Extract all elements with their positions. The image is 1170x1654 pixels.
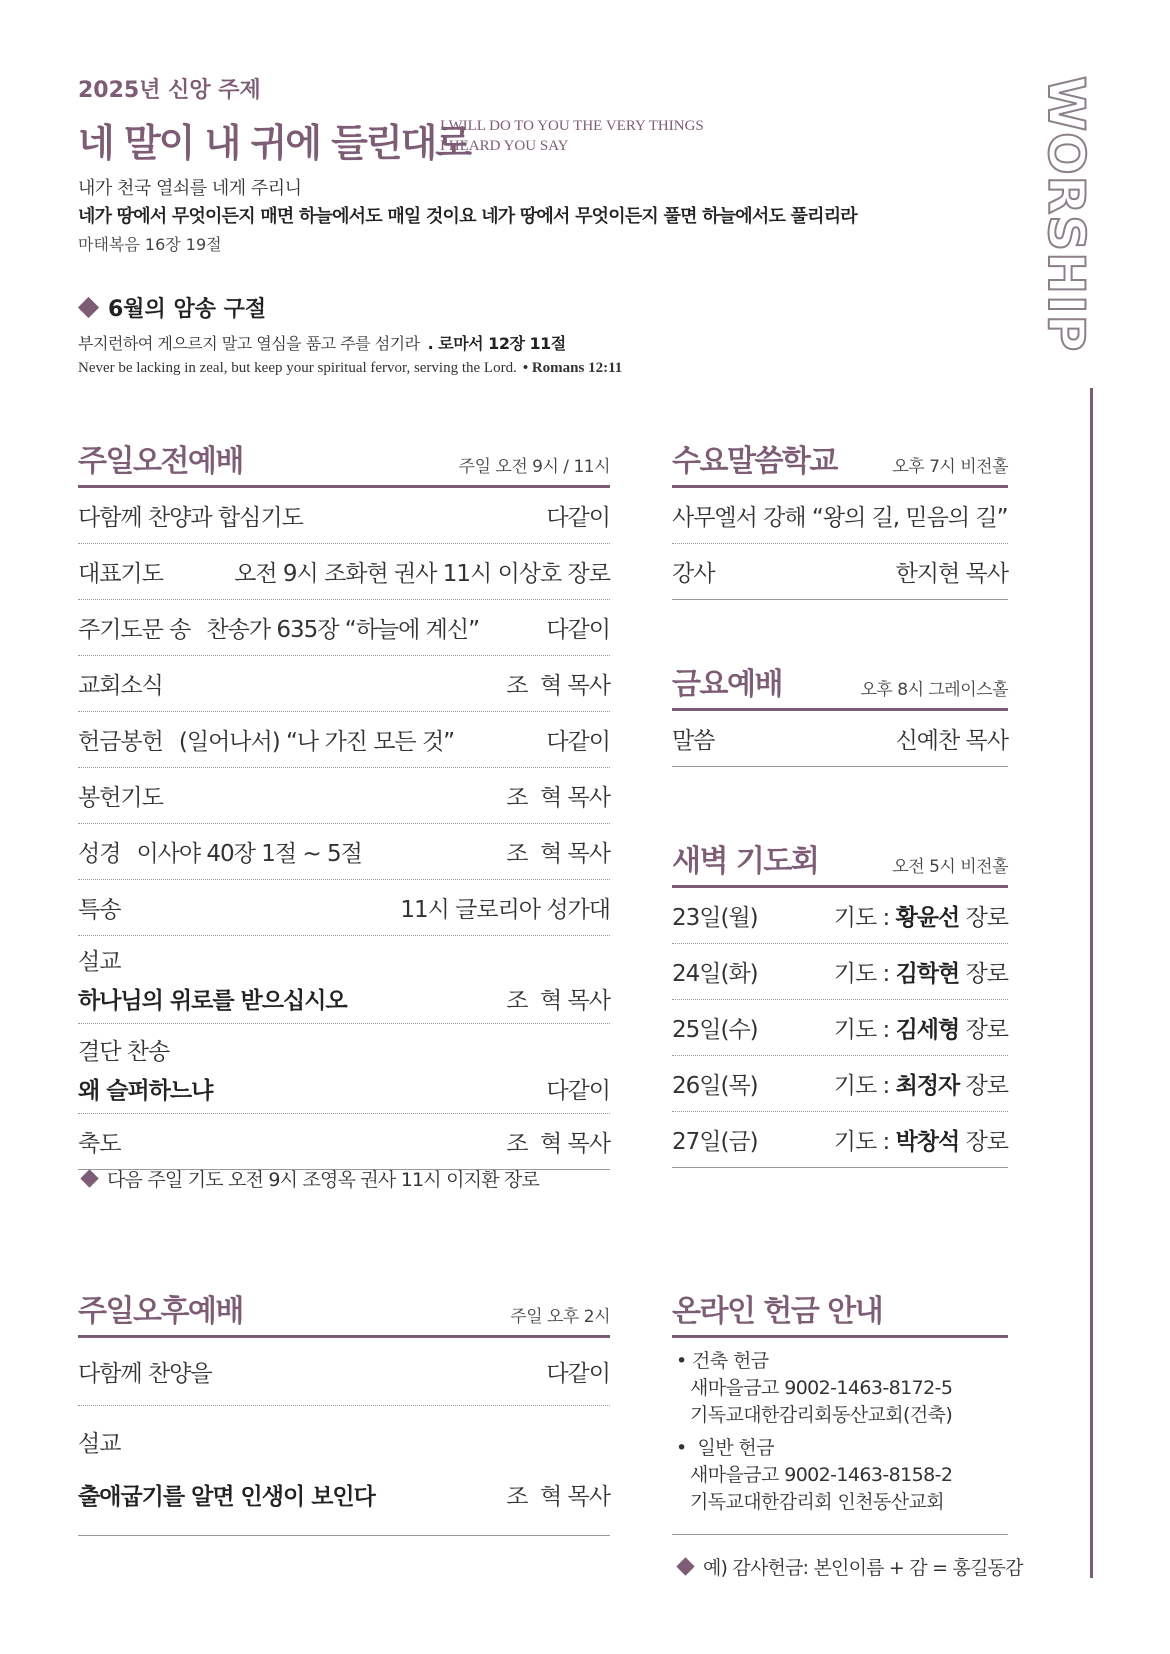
offering-bank-account: 새마을금고 9002-1463-8158-2 bbox=[690, 1464, 953, 1486]
order-detail: (일어나서) “나 가진 모든 것” bbox=[178, 729, 455, 755]
section-title: 수요말씀학교 bbox=[672, 444, 837, 479]
sermon-title: 하나님의 위로를 받으십시오 bbox=[78, 988, 347, 1014]
dawn-prayer-section bbox=[672, 845, 1008, 1168]
closing-hymn-group bbox=[78, 1033, 212, 1105]
order-item: 성경 bbox=[78, 841, 121, 867]
memory-english-ref: • Romans 12:11 bbox=[522, 360, 623, 376]
section-header bbox=[672, 445, 1008, 488]
sermon-label: 설교 bbox=[78, 1431, 121, 1457]
order-detail: 찬송가 635장 “하늘에 계신” bbox=[206, 617, 480, 643]
order-leader: 조 혁 목사 bbox=[506, 785, 610, 811]
side-divider-line bbox=[1090, 388, 1093, 1578]
order-item: 다함께 찬양을 bbox=[78, 1361, 212, 1387]
order-leader: 오전 9시 조화현 권사 11시 이상호 장로 bbox=[234, 561, 610, 587]
section-time: 주일 오전 9시 / 11시 bbox=[458, 457, 610, 477]
leader-role: 장로 bbox=[965, 1073, 1008, 1099]
dawn-row bbox=[672, 1000, 1008, 1056]
offering-label: • 건축 헌금 bbox=[676, 1350, 769, 1372]
order-leader: 조 혁 목사 bbox=[506, 673, 610, 699]
section-time: 오후 8시 그레이스홀 bbox=[860, 680, 1008, 700]
order-item: 봉헌기도 bbox=[78, 785, 163, 811]
dawn-prayer-leader bbox=[834, 1011, 1008, 1044]
offering-accounts bbox=[672, 1338, 1008, 1535]
theme-english-line2: I HEARD YOU SAY bbox=[440, 138, 569, 154]
friday-section bbox=[672, 668, 1008, 767]
order-leader: 다같이 bbox=[546, 505, 610, 531]
dawn-day: 25일(수) bbox=[672, 1017, 758, 1043]
order-item: 말씀 bbox=[672, 728, 715, 754]
offering-example-note bbox=[676, 1553, 1023, 1580]
order-item: 대표기도 bbox=[78, 561, 163, 587]
offering-account-holder: 기독교대한감리회 인천동산교회 bbox=[690, 1491, 944, 1513]
memory-verse-heading bbox=[78, 292, 266, 323]
pray-label: 기도 : bbox=[833, 1073, 890, 1099]
offering-label: • 일반 헌금 bbox=[676, 1437, 774, 1459]
dawn-day: 23일(월) bbox=[672, 905, 758, 931]
section-header bbox=[672, 845, 1008, 888]
year-theme-label: 2025년 신앙 주제 bbox=[78, 78, 261, 103]
dawn-prayer-leader bbox=[834, 899, 1008, 932]
theme-verse-line1: 내가 천국 열쇠를 네게 주리니 bbox=[78, 178, 302, 199]
building-offering bbox=[676, 1348, 1008, 1429]
section-title: 새벽 기도회 bbox=[672, 844, 819, 879]
order-row bbox=[78, 824, 610, 880]
section-title: 주일오전예배 bbox=[78, 444, 243, 479]
benediction-row bbox=[78, 1114, 610, 1170]
order-item: 특송 bbox=[78, 897, 121, 923]
order-row bbox=[672, 711, 1008, 767]
closing-hymn-title: 왜 슬퍼하느냐 bbox=[78, 1078, 213, 1104]
benediction-label: 축도 bbox=[78, 1131, 121, 1157]
leader-role: 장로 bbox=[965, 1017, 1008, 1043]
section-title: 주일오후예배 bbox=[78, 1294, 243, 1329]
theme-verse-line2: 네가 땅에서 무엇이든지 매면 하늘에서도 매일 것이요 네가 땅에서 무엇이든지 풀면 하늘에서도 풀리리라 bbox=[78, 206, 857, 227]
dawn-day: 27일(금) bbox=[672, 1129, 758, 1155]
dawn-prayer-leader bbox=[834, 955, 1008, 988]
order-item: 교회소식 bbox=[78, 673, 163, 699]
next-sunday-text: 다음 주일 기도 오전 9시 조영옥 권사 11시 이지환 장로 bbox=[107, 1169, 540, 1191]
section-header bbox=[78, 1295, 610, 1338]
dawn-day: 24일(화) bbox=[672, 961, 758, 987]
closing-hymn-label: 결단 찬송 bbox=[78, 1039, 170, 1065]
sermon-label: 설교 bbox=[78, 949, 121, 975]
theme-english-line1: I WILL DO TO YOU THE VERY THINGS bbox=[440, 118, 704, 134]
leader-name: 김세형 bbox=[895, 1017, 960, 1043]
leader-name: 김학현 bbox=[895, 961, 960, 987]
order-leader: 조 혁 목사 bbox=[506, 841, 610, 867]
order-detail: 이사야 40장 1절 ~ 5절 bbox=[136, 841, 362, 867]
diamond-bullet-icon bbox=[78, 297, 99, 318]
diamond-bullet-icon bbox=[80, 1169, 98, 1187]
pray-label: 기도 : bbox=[833, 1017, 890, 1043]
dawn-row bbox=[672, 1112, 1008, 1168]
order-leader: 다같이 bbox=[546, 1361, 610, 1387]
dawn-prayer-leader bbox=[834, 1067, 1008, 1100]
order-leader: 다같이 bbox=[546, 729, 610, 755]
offering-example-text: 예) 감사헌금: 본인이름 + 감 = 홍길동감 bbox=[703, 1557, 1023, 1579]
dawn-row bbox=[672, 888, 1008, 944]
order-row bbox=[78, 880, 610, 936]
sermon-group bbox=[78, 943, 347, 1015]
sermon-row bbox=[78, 936, 610, 1024]
dawn-row bbox=[672, 1056, 1008, 1112]
section-header bbox=[672, 1295, 1008, 1338]
order-item: 다함께 찬양과 합심기도 bbox=[78, 505, 303, 531]
memory-verse-korean bbox=[78, 331, 566, 354]
sunday-afternoon-section bbox=[78, 1295, 610, 1536]
order-item: 주기도문 송 bbox=[78, 617, 191, 643]
wednesday-section bbox=[672, 445, 1008, 600]
order-item-group bbox=[78, 723, 454, 756]
pray-label: 기도 : bbox=[833, 905, 890, 931]
section-time: 오후 7시 비전홀 bbox=[892, 457, 1008, 477]
benediction-leader: 조 혁 목사 bbox=[506, 1131, 610, 1157]
diamond-bullet-icon bbox=[676, 1557, 694, 1575]
sermon-preacher: 조 혁 목사 bbox=[506, 1484, 610, 1510]
theme-english bbox=[440, 116, 704, 156]
leader-role: 장로 bbox=[965, 1129, 1008, 1155]
leader-role: 장로 bbox=[965, 905, 1008, 931]
offering-bank-account: 새마을금고 9002-1463-8172-5 bbox=[690, 1377, 953, 1399]
order-row bbox=[78, 768, 610, 824]
order-row bbox=[78, 544, 610, 600]
dawn-day: 26일(목) bbox=[672, 1073, 758, 1099]
pray-label: 기도 : bbox=[833, 961, 890, 987]
closing-hymn-leader: 다같이 bbox=[546, 1078, 610, 1104]
order-item: 강사 bbox=[672, 561, 715, 587]
order-item: 사무엘서 강해 “왕의 길, 믿음의 길” bbox=[672, 505, 1008, 531]
order-leader: 11시 글로리아 성가대 bbox=[400, 897, 610, 923]
theme-verse-reference: 마태복음 16장 19절 bbox=[78, 235, 222, 254]
leader-name: 박창석 bbox=[895, 1129, 960, 1155]
section-time: 주일 오후 2시 bbox=[510, 1307, 610, 1327]
order-row bbox=[78, 1338, 610, 1406]
worship-side-label bbox=[1037, 76, 1095, 366]
memory-korean-text: 부지런하여 게으르지 말고 열심을 품고 주를 섬기라 bbox=[78, 334, 420, 353]
memory-heading-text: 6월의 암송 구절 bbox=[108, 297, 267, 322]
leader-role: 장로 bbox=[965, 961, 1008, 987]
sermon-title: 출애굽기를 알면 인생이 보인다 bbox=[78, 1484, 375, 1510]
order-item: 헌금봉헌 bbox=[78, 729, 163, 755]
closing-hymn-row bbox=[78, 1024, 610, 1114]
order-leader: 한지현 목사 bbox=[895, 561, 1008, 587]
section-time: 오전 5시 비전홀 bbox=[892, 857, 1008, 877]
order-leader: 다같이 bbox=[546, 617, 610, 643]
sermon-row bbox=[78, 1406, 610, 1536]
offering-account-holder: 기독교대한감리회동산교회(건축) bbox=[690, 1404, 953, 1426]
order-item-group bbox=[78, 611, 479, 644]
pray-label: 기도 : bbox=[833, 1129, 890, 1155]
order-row bbox=[672, 488, 1008, 544]
order-row bbox=[78, 712, 610, 768]
sermon-preacher: 조 혁 목사 bbox=[506, 988, 610, 1014]
worship-text: WORSHIP bbox=[1037, 76, 1095, 353]
dawn-row bbox=[672, 944, 1008, 1000]
memory-korean-ref: . 로마서 12장 11절 bbox=[427, 334, 566, 353]
sermon-group bbox=[78, 1425, 375, 1511]
section-header bbox=[78, 445, 610, 488]
leader-name: 황윤선 bbox=[895, 905, 960, 931]
order-row bbox=[672, 544, 1008, 600]
leader-name: 최정자 bbox=[895, 1073, 960, 1099]
memory-verse-english bbox=[78, 360, 622, 377]
order-item-group bbox=[78, 835, 362, 868]
order-row bbox=[78, 600, 610, 656]
memory-english-text: Never be lacking in zeal, but keep your spiritual fervor, serving the Lord. bbox=[78, 360, 517, 376]
section-title: 금요예배 bbox=[672, 667, 782, 702]
next-sunday-prayer-note bbox=[80, 1165, 539, 1192]
online-offering-section bbox=[672, 1295, 1008, 1535]
sunday-morning-section bbox=[78, 445, 610, 1170]
order-row bbox=[78, 656, 610, 712]
general-offering bbox=[676, 1435, 1008, 1516]
section-title: 온라인 헌금 안내 bbox=[672, 1294, 883, 1329]
order-row bbox=[78, 488, 610, 544]
order-leader: 신예찬 목사 bbox=[895, 728, 1008, 754]
theme-title: 네 말이 내 귀에 들린대로 bbox=[78, 121, 470, 165]
dawn-prayer-leader bbox=[834, 1123, 1008, 1156]
section-header bbox=[672, 668, 1008, 711]
